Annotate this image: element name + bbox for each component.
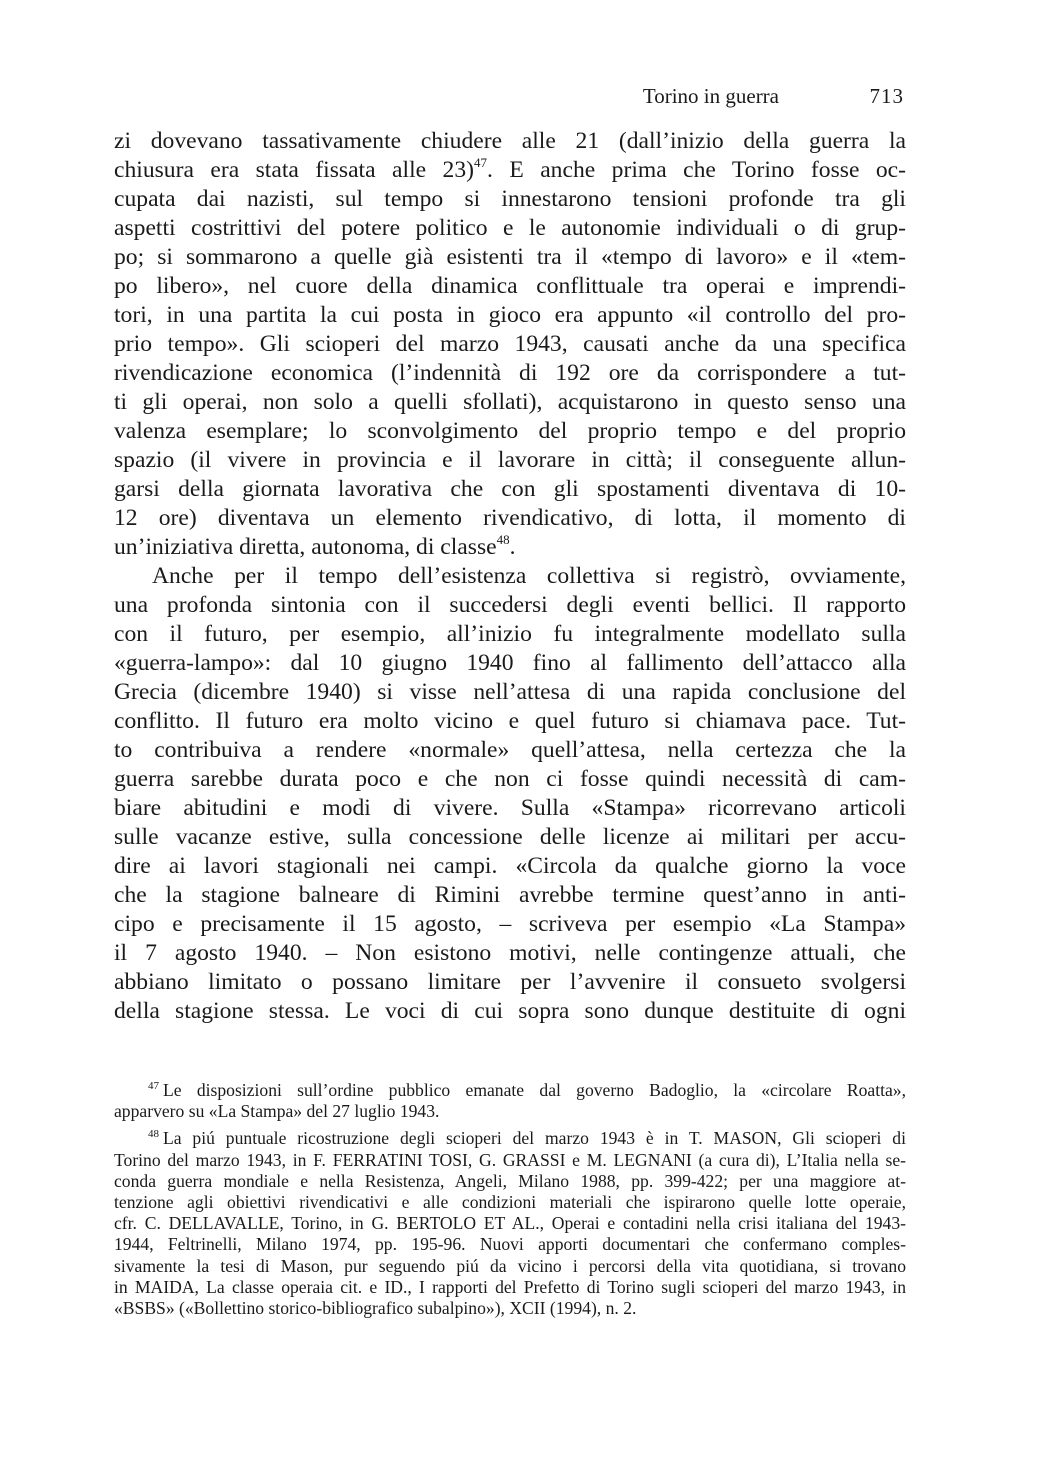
footnote-line: 1944, Feltrinelli, Milano 1974, pp. 195-96. Nuovi apporti documentari che confermano comples- xyxy=(114,1234,906,1255)
text-line: cipo e precisamente il 15 agosto, – scriveva per esempio «La Stampa» xyxy=(114,911,906,937)
page-number: 713 xyxy=(869,84,904,108)
text-line: con il futuro, per esempio, all’inizio fu integralmente modellato sulla xyxy=(114,621,906,647)
footnote-line: tenzione agli obiettivi rivendicativi e alle condizioni materiali che ispirarono quelle lotte operaie, xyxy=(114,1191,906,1212)
text-line: conflitto. Il futuro era molto vicino e quel futuro si chiamava pace. Tut- xyxy=(114,708,906,734)
footnote-47: $^{47}$ Le disposizioni sull’ordine pubblico emanate dal governo Badoglio, la «circolare Roatta», xyxy=(148,1080,906,1100)
text-line: sulle vacanze estive, sulla concessione delle licenze ai militari per accu- xyxy=(114,824,906,850)
text-line: prio tempo». Gli scioperi del marzo 1943, causati anche da una specifica xyxy=(114,331,906,357)
footnote-48: $^{48}$ La piú puntuale ricostruzione degli scioperi del marzo 1943 è in T. MASON, Gli scioperi di xyxy=(148,1128,906,1149)
text-line: biare abitudini e modi di vivere. Sulla «Stampa» ricorrevano articoli xyxy=(114,795,906,821)
text-line: zi dovevano tassativamente chiudere alle 21 (dall’inizio della guerra la xyxy=(114,128,906,154)
text-line: cupata dai nazisti, sul tempo si innestarono tensioni profonde tra gli xyxy=(114,186,906,212)
text-line: «guerra-lampo»: dal 10 giugno 1940 fino al fallimento dell’attacco alla xyxy=(114,650,906,676)
footnote-line: sivamente la tesi di Mason, pur seguendo piú da vicino i percorsi della vita quotidiana, si trovano xyxy=(114,1255,906,1276)
text-line: il 7 agosto 1940. – Non esistono motivi, nelle contingenze attuali, che xyxy=(114,940,906,966)
text-line: po libero», nel cuore della dinamica conflittuale tra operai e imprendi- xyxy=(114,273,906,299)
footnote-number: 47 xyxy=(148,1080,159,1092)
text-line: guerra sarebbe durata poco e che non ci fosse quindi necessità di cam- xyxy=(114,766,906,792)
text-line: to contribuiva a rendere «normale» quell’attesa, nella certezza che la xyxy=(114,737,906,763)
text-line: dire ai lavori stagionali nei campi. «Circola da qualche giorno la voce xyxy=(114,853,906,879)
text-line: abbiano limitato o possano limitare per l’avvenire il consueto svolgersi xyxy=(114,969,906,995)
running-title: Torino in guerra xyxy=(642,84,779,108)
footnote-ref-47: 47 xyxy=(474,155,487,170)
text-line: chiusura era stata fissata alle 23)$^{47}$. E anche prima che Torino fosse oc- xyxy=(114,155,906,183)
text-line: ti gli operai, non solo a quelli sfollati), acquistarono in questo senso una xyxy=(114,389,906,415)
footnote-number: 48 xyxy=(148,1128,159,1141)
footnote-line: in MAIDA, La classe operaia cit. e ID., I rapporti del Prefetto di Torino sugli scioperi del marzo 1943, in xyxy=(114,1276,906,1297)
text-line: po; si sommarono a quelle già esistenti tra il «tempo di lavoro» e il «tem- xyxy=(114,244,906,270)
text-line: della stagione stessa. Le voci di cui sopra sono dunque destituite di ogni xyxy=(114,998,906,1024)
text-line: tori, in una partita la cui posta in gioco era appunto «il controllo del pro- xyxy=(114,302,906,328)
running-head xyxy=(114,84,904,114)
footnote-ref-48: 48 xyxy=(496,532,510,547)
footnote-line: cfr. C. DELLAVALLE, Torino, in G. BERTOLO ET AL., Operai e contadini nella crisi italiana del 1943- xyxy=(114,1213,906,1234)
text-line: rivendicazione economica (l’indennità di 192 ore da corrispondere a tut- xyxy=(114,360,906,386)
footnote-line: apparvero su «La Stampa» del 27 luglio 1943. xyxy=(114,1101,440,1122)
text-line: che la stagione balneare di Rimini avrebbe termine quest’anno in anti- xyxy=(114,882,906,908)
text-line: 12 ore) diventava un elemento rivendicativo, di lotta, il momento di xyxy=(114,505,906,531)
footnotes xyxy=(114,1080,906,1319)
text-line: spazio (il vivere in provincia e il lavorare in città; il conseguente allun- xyxy=(114,447,906,473)
text-line: una profonda sintonia con il succedersi degli eventi bellici. Il rapporto xyxy=(114,592,906,618)
text-line: Grecia (dicembre 1940) si visse nell’attesa di una rapida conclusione del xyxy=(114,679,906,705)
text-line: garsi della giornata lavorativa che con gli spostamenti diventava di 10- xyxy=(114,476,906,502)
text-line: valenza esemplare; lo sconvolgimento del proprio tempo e del proprio xyxy=(114,418,906,444)
footnote-line: Torino del marzo 1943, in F. FERRATINI TOSI, G. GRASSI e M. LEGNANI (a cura di), L’Italia nella se- xyxy=(114,1149,906,1170)
text-line: un’iniziativa diretta, autonoma, di classe$^{48}$. xyxy=(114,532,516,560)
paragraph-first-line: Anche per il tempo dell’esistenza collettiva si registrò, ovviamente, xyxy=(152,563,906,589)
footnote-line: conda guerra mondiale e nella Resistenza, Angeli, Milano 1988, pp. 399-422; per una maggiore at- xyxy=(114,1170,906,1191)
body-text xyxy=(114,127,906,1026)
text-line: aspetti costrittivi del potere politico e le autonomie individuali o di grup- xyxy=(114,215,906,241)
footnote-line: «BSBS» («Bollettino storico-bibliografico subalpino»), XCII (1994), n. 2. xyxy=(114,1297,637,1318)
